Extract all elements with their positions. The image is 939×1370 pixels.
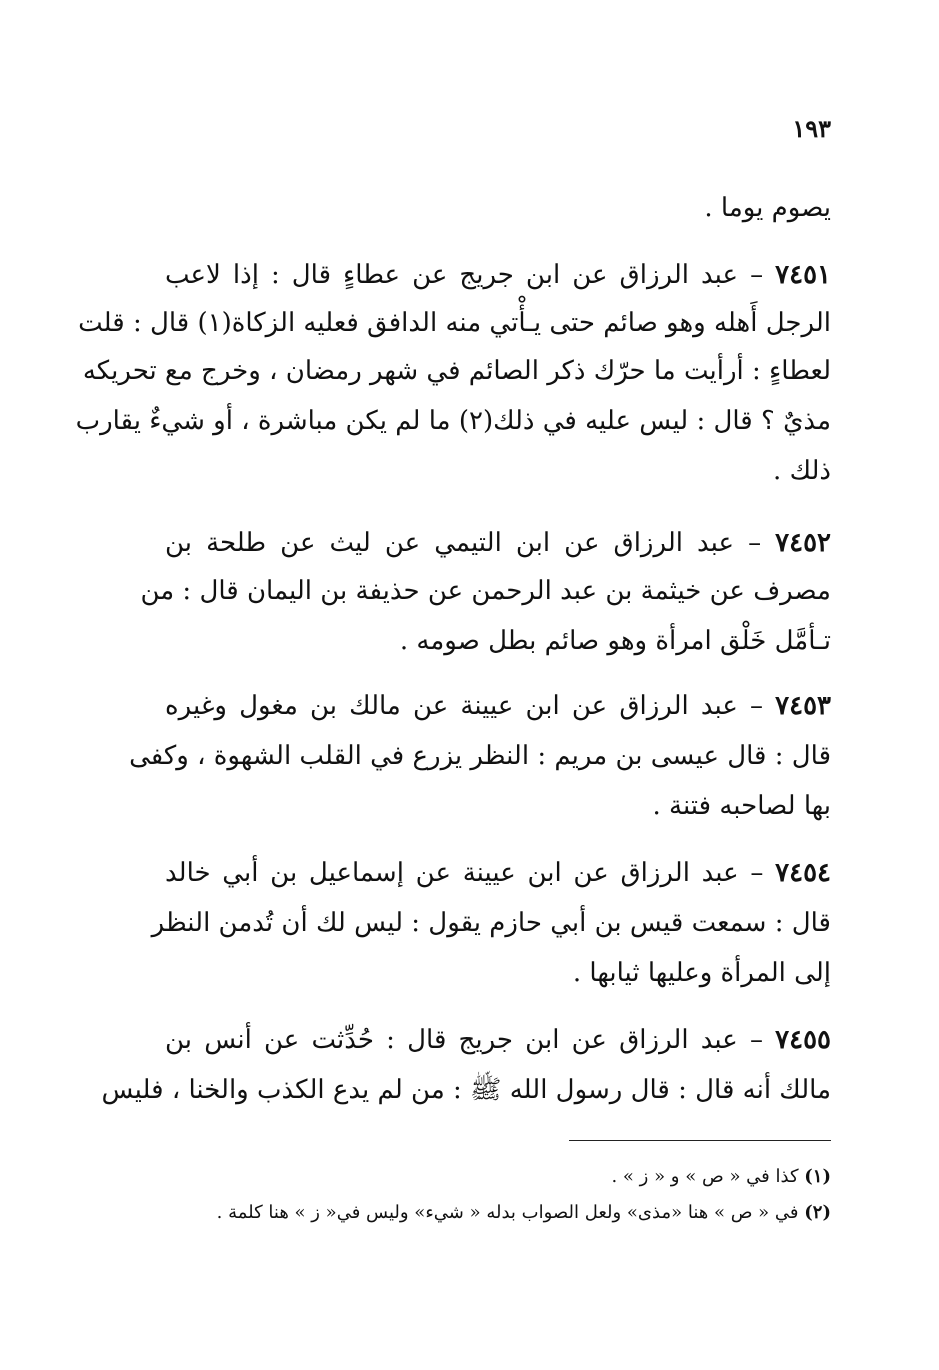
entry-7451-line-3: لعطاءٍ : أرأيت ما حرّك ذكر الصائم في شهر رمضان ، وخرج مع تحريكه — [82, 356, 831, 386]
footnote-marker: (١) — [804, 1166, 831, 1187]
footnote-marker: (٢) — [804, 1202, 831, 1223]
entry-7451-line-5: ذلك . — [773, 456, 831, 486]
entry-7453-line-1: ٧٤٥٣ – عبد الرزاق عن ابن عيينة عن مالك بن مغول وغيره — [165, 691, 831, 721]
entry-7455-line-1: ٧٤٥٥ – عبد الرزاق عن ابن جريج قال : حُدِّثت عن أنس بن — [165, 1025, 832, 1055]
entry-7452-line-2: مصرف عن خيثمة بن عبد الرحمن عن حذيفة بن اليمان قال : من — [140, 576, 831, 606]
entry-number: ٧٤٥٥ — [775, 1025, 832, 1055]
entry-7454-line-3: إلى المرأة وعليها ثيابها . — [572, 958, 831, 988]
text-line: يصوم يوما . — [704, 193, 831, 223]
footnote-2: (٢) في « ص » هنا «مذى» ولعل الصواب بدله « شيء» وليس في« ز » هنا كلمة . — [216, 1202, 831, 1223]
entry-7453-line-3: بها لصاحبه فتنة . — [652, 791, 831, 821]
entry-number: ٧٤٥٢ — [775, 528, 832, 558]
page-number: ١٩٣ — [792, 114, 831, 143]
entry-7453-line-2: قال : قال عيسى بن مريم : النظر يزرع في القلب الشهوة ، وكفى — [129, 741, 831, 771]
entry-7454-line-2: قال : سمعت قيس بن أبي حازم يقول : ليس لك أن تُدمن النظر — [151, 908, 831, 938]
footnote-1: (١) كذا في « ص » و « ز » . — [611, 1166, 831, 1187]
entry-number: ٧٤٥١ — [775, 260, 831, 290]
entry-7452-line-1: ٧٤٥٢ – عبد الرزاق عن ابن التيمي عن ليث عن طلحة بن — [165, 528, 832, 558]
entry-number: ٧٤٥٤ — [775, 858, 832, 888]
footnote-divider — [569, 1140, 831, 1141]
entry-7451-line-4: مذيٌ ؟ قال : ليس عليه في ذلك(٢) ما لم يكن مباشرة ، أو شيءٌ يقارب — [75, 406, 831, 436]
entry-7452-line-3: تـأمَّل خَلْق امرأة وهو صائم بطل صومه . — [399, 626, 831, 656]
entry-7451-line-1: ٧٤٥١ – عبد الرزاق عن ابن جريج عن عطاءٍ قال : إذا لاعب — [165, 260, 831, 290]
entry-7455-line-2: مالك أنه قال : قال رسول الله ﷺ : من لم يدع الكذب والخنا ، فليس — [101, 1075, 831, 1105]
entry-number: ٧٤٥٣ — [775, 691, 831, 721]
entry-7454-line-1: ٧٤٥٤ – عبد الرزاق عن ابن عيينة عن إسماعيل بن أبي خالد — [165, 858, 832, 888]
entry-7451-line-2: الرجل أَهله وهو صائم حتى يـأْتي منه الدافق فعليه الزكاة(١) قال : قلت — [78, 308, 831, 338]
